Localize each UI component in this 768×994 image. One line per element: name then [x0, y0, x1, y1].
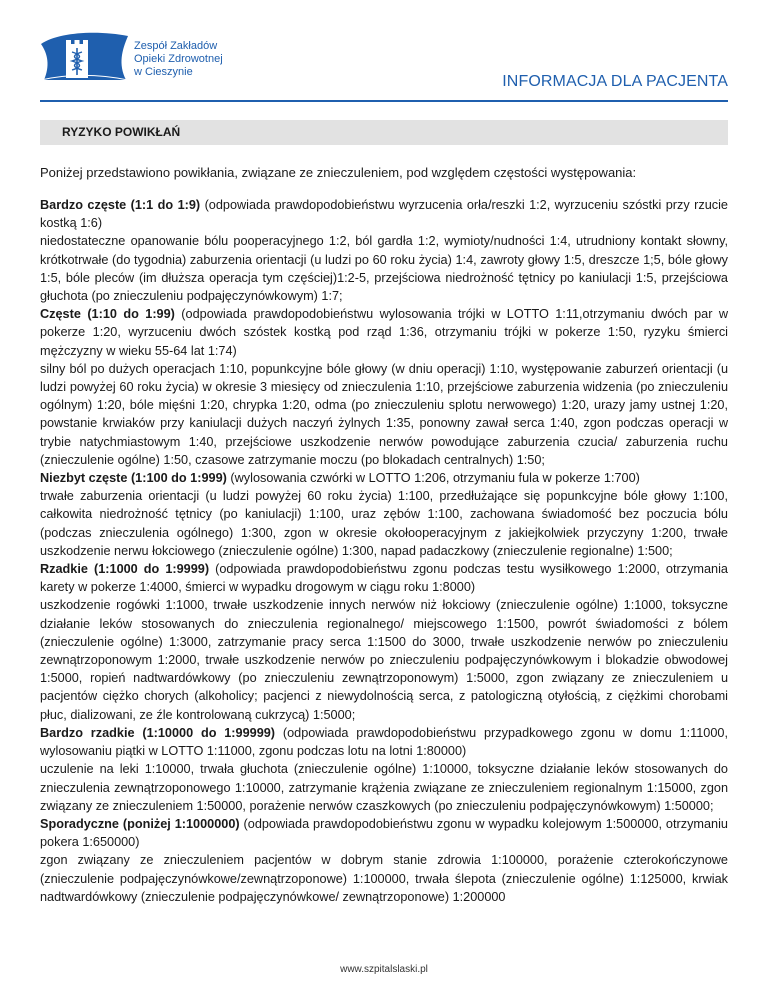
category-body: zgon związany ze znieczuleniem pacjentów w dobrym stanie zdrowia 1:100000, porażenie czterokończynowe (znieczulenie podpajęczynówkowe/zewnątrzoponowe) 1:100000, trwała ślepota (znieczulenie ogólne) 1:125000, krwiak nadtwardówkowy (znieczulenie podpajęczynówkowe/ zewnątrzoponowe) 1:200000: [40, 853, 728, 904]
category-header: [40, 815, 728, 851]
category-comparison: (odpowiada prawdopodobieństwu zgonu w wypadku kolejowym 1:500000, otrzymaniu pokera 1:650000): [40, 816, 728, 850]
category-body: silny ból po dużych operacjach 1:10, popunkcyjne bóle głowy (w dniu operacji) 1:10, występowanie zaburzeń orientacji (u ludzi powyżej 60 roku życia) w okresie 3 miesięcy od znieczulenia 1:10, przejściowe zaburzenia widzenia (po znieczuleniu ogólnym) 1:20, bóle mięśni 1:20, chrypka 1:20, odma (po znieczuleniu splotu nerwowego) 1:20, urazy jamy ustnej 1:20, powstanie krwiaków przy kaniulacji dużych naczyń żylnych 1:35, ponowny zawał serca 1:40, zgon podczas operacji w trybie natychmiastowym 1:40, przejściowe uszkodzenie nerwów powodujące zaburzenia czucia/ zaburzenia ruchu (znieczulenie ogólne) 1:50, czasowe zatrzymanie moczu (po blokadach centralnych) 1:50;: [40, 361, 728, 467]
category-body: uczulenie na leki 1:10000, trwała głuchota (znieczulenie ogólne) 1:10000, toksyczne działanie leków stosowanych do znieczulenia zewnątrzoponowego 1:10000, zatrzymanie krążenia związane ze znieczuleniem regionalnym 1:15000, zgon związany ze znieczuleniem 1:50000, porażenie nerwów czaszkowych (po znieczuleniu podpajęczynówkowym) 1:50000;: [40, 762, 728, 813]
header-divider: [40, 100, 728, 102]
intro-paragraph: Poniżej przedstawiono powikłania, związane ze znieczuleniem, pod względem częstości występowania:: [40, 165, 637, 180]
category-label: Bardzo rzadkie (1:10000 do 1:99999): [40, 725, 276, 740]
category-label: Bardzo częste (1:1 do 1:9): [40, 198, 201, 212]
category-header: [40, 469, 728, 487]
category-label: Rzadkie (1:1000 do 1:9999): [40, 562, 210, 577]
category-label: Niezbyt częste (1:100 do 1:999): [40, 471, 227, 486]
category-comparison: (wylosowania czwórki w LOTTO 1:206, otrzymaniu fula w pokerze 1:700): [226, 471, 640, 486]
category-header: [40, 196, 728, 232]
category-header: [40, 560, 728, 596]
complication-list: [40, 196, 728, 906]
org-line-1: Zespół Zakładów: [134, 40, 218, 52]
category-label: Częste (1:10 do 1:99): [40, 307, 175, 322]
category-comparison: (odpowiada prawdopodobieństwu wylosowania trójki w LOTTO 1:11,otrzymaniu dwóch par w pokerze 1:20, wyrzuceniu dwóch szóstek kostką pod rząd 1:36, otrzymaniu trójki w pokerze 1:50, ryzyku śmierci mężczyzny w wieku 55-64 lat 1:74): [40, 307, 728, 358]
category-label: Sporadyczne (poniżej 1:1000000): [40, 816, 240, 831]
category-header: [40, 305, 728, 360]
category-comparison: (odpowiada prawdopodobieństwu przypadkowego zgonu w domu 1:11000, wylosowaniu piątki w LOTTO 1:11000, zgonu podczas lotu na lotni 1:80000): [40, 725, 729, 759]
category-comparison: (odpowiada prawdopodobieństwu zgonu podczas testu wysiłkowego 1:2000, otrzymania karety w pokerze 1:4000, śmierci w wypadku drogowym w ciągu roku 1:8000): [40, 562, 728, 595]
document-title: INFORMACJA DLA PACJENTA: [502, 73, 728, 90]
section-heading-bar: [40, 120, 728, 145]
organization-name: [134, 40, 223, 79]
category-body: trwałe zaburzenia orientacji (u ludzi powyżej 60 roku życia) 1:100, przedłużające się popunkcyjne bóle głowy 1:100, całkowita niedrożność tętnicy (po kaniulacji) 1:100, uraz zębów 1:100, zachowana świadomość bez poczucia bólu (podczas znieczulenia ogólnego) 1:300, zgon w okresie okołooperacyjnym z jakiejkolwiek przyczyny 1:200, trwałe uszkodzenie nerwu łokciowego (znieczulenie ogólne) 1:300, napad padaczkowy (znieczulenie regionalne) 1:500;: [40, 489, 728, 558]
footer-url: www.szpitalslaski.pl: [340, 964, 428, 975]
category-comparison: (odpowiada prawdopodobieństwu wyrzucenia orła/reszki 1:2, wyrzuceniu szóstki przy rzucie kostką 1:6): [40, 198, 728, 231]
org-line-3: w Cieszynie: [134, 66, 193, 78]
category-body: uszkodzenie rogówki 1:1000, trwałe uszkodzenie innych nerwów niż łokciowy (znieczulenie ogólne) 1:1000, toksyczne działanie leków stosowanych do znieczulenia regionalnego/ miejscowego 1:1500, powrót świadomości z bólem (znieczulenie ogólne) 1:3000, zatrzymanie pracy serca 1:1500 do 3000, trwałe uszkodzenie nerwów po znieczuleniu zewnątrzoponowym 1:2000, trwałe uszkodzenie nerwów po znieczuleniu podpajęczynówkowym i blokadzie obwodowej 1:5000, ropień nadtwardówkowy (po znieczuleniu zewnątrzoponowym) 1:5000, zgon związany ze znieczuleniem u pacjentów ciężko chorych (alkoholicy; pacjenci z niewydolnością serca, z patologiczną otyłością, z ciężkimi chorobami płuc, dializowani, ze źle kontrolowaną cukrzycą) 1:5000;: [40, 598, 728, 722]
category-body: niedostateczne opanowanie bólu pooperacyjnego 1:2, ból gardła 1:2, wymioty/nudności 1:4, utrudniony kontakt słowny, krótkotrwałe (do tygodnia) zaburzenia orientacji (u ludzi po 60 roku życia) 1:4, zawroty głowy 1:5, dreszcze 1;5, bóle głowy 1:5, bóle pleców (im dłuższa operacja tym częściej)1:2-5, przejściowa niedrożność tętnicy po kaniulacji 1:5, przejściowa głuchota (po znieczuleniu podpajęczynówkowym) 1:7;: [40, 234, 728, 304]
org-line-2: Opieki Zdrowotnej: [134, 53, 223, 65]
castle-tower-caduceus-logo: [38, 30, 130, 82]
section-heading: RYZYKO POWIKŁAŃ: [62, 125, 181, 139]
category-header: [40, 724, 728, 760]
